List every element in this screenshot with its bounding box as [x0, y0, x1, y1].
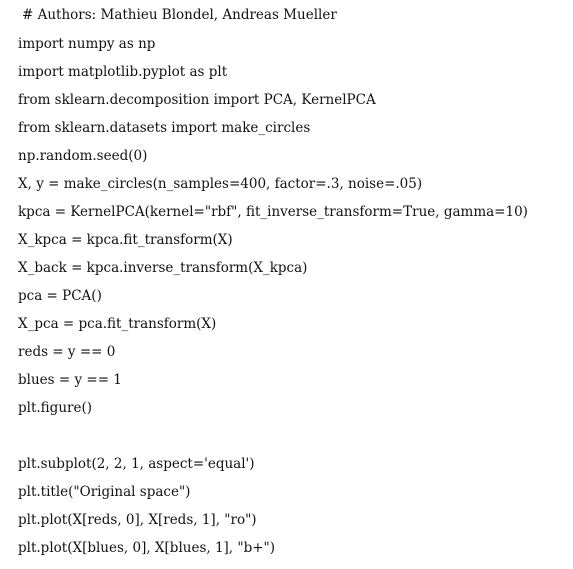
code-line-import-matplotlib: import matplotlib.pyplot as plt: [18, 64, 228, 80]
code-line-kpca-fit-transform: X_kpca = kpca.fit_transform(X): [18, 232, 233, 248]
code-line-plot-reds: plt.plot(X[reds, 0], X[reds, 1], "ro"): [18, 512, 257, 528]
code-line-make-circles: X, y = make_circles(n_samples=400, factor=.3, noise=.05): [18, 176, 423, 192]
code-line-random-seed: np.random.seed(0): [18, 148, 148, 164]
code-line-pca-fit-transform: X_pca = pca.fit_transform(X): [18, 316, 217, 332]
code-line-blues: blues = y == 1: [18, 372, 122, 388]
code-line-comment-authors: # Authors: Mathieu Blondel, Andreas Mueller: [22, 7, 337, 23]
code-line-plot-blues: plt.plot(X[blues, 0], X[blues, 1], "b+"): [18, 540, 276, 556]
code-line-subplot: plt.subplot(2, 2, 1, aspect='equal'): [18, 456, 255, 472]
code-line-reds: reds = y == 0: [18, 344, 116, 360]
code-line-import-datasets: from sklearn.datasets import make_circles: [18, 120, 311, 136]
code-line-figure: plt.figure(): [18, 400, 92, 416]
code-line-import-decomposition: from sklearn.decomposition import PCA, KernelPCA: [18, 92, 376, 108]
code-line-title: plt.title("Original space"): [18, 484, 191, 500]
code-line-inverse-transform: X_back = kpca.inverse_transform(X_kpca): [18, 260, 308, 276]
code-line-pca: pca = PCA(): [18, 288, 102, 304]
code-line-kernel-pca: kpca = KernelPCA(kernel="rbf", fit_inverse_transform=True, gamma=10): [18, 204, 528, 220]
code-line-import-numpy: import numpy as np: [18, 36, 156, 52]
